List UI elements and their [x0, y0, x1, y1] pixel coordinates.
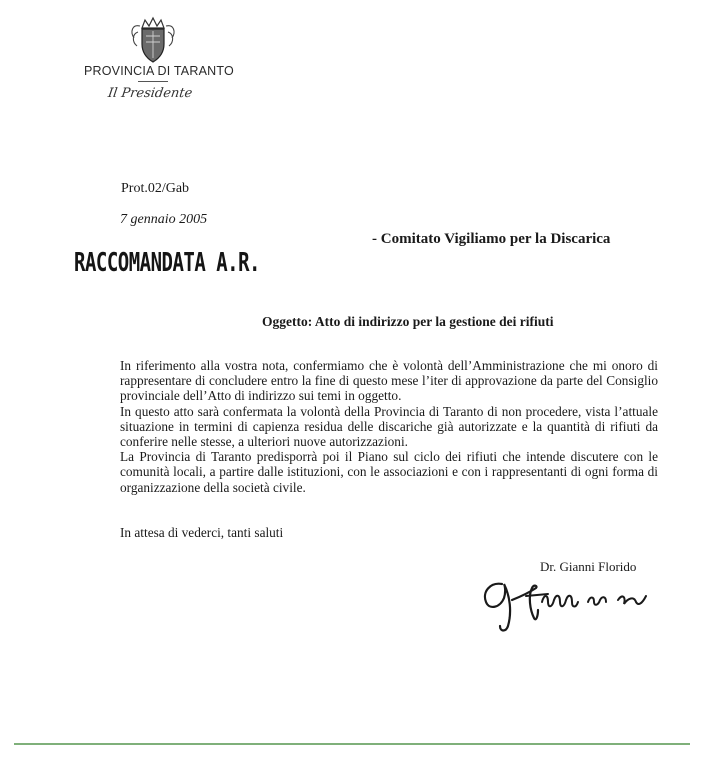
letter-body	[120, 358, 658, 495]
organization-name: PROVINCIA DI TARANTO	[84, 64, 234, 78]
body-paragraph-2: In questo atto sarà confermata la volontà della Provincia di Taranto di non procedere, vista l’attuale situazione in termini di capienza residua delle discariche già autorizzate e la quantità di rifiuti da conferire nelle stesse, a ulteriori nuove autorizzazioni.	[120, 403, 658, 450]
signatory-name: Dr. Gianni Florido	[540, 559, 637, 574]
body-paragraph-3: La Provincia di Taranto predisporrà poi il Piano sul ciclo dei rifiuti che intende discutere con le comunità locali, a partire dalle istituzioni, con le associazioni e con i rappresentanti di ogni forma di organizzazione della società civile.	[120, 449, 658, 495]
recipient-line: - Comitato Vigiliamo per la Discarica	[372, 231, 611, 247]
registered-mail-stamp: RACCOMANDATA A.R.	[74, 248, 260, 278]
bottom-divider	[14, 743, 690, 745]
coat-of-arms-icon	[128, 14, 178, 66]
office-title: Il Presidente	[106, 86, 194, 101]
subject-line: Oggetto: Atto di indirizzo per la gestione dei rifiuti	[262, 314, 554, 329]
letterhead-divider	[138, 81, 168, 82]
body-paragraph-1: In riferimento alla vostra nota, confermiamo che è volontà dell’Amministrazione che mi onoro di rappresentare di concludere entro la fine di questo mese l’iter di approvazione da parte del Consiglio provinciale dell’Atto di indirizzo sui temi in oggetto.	[120, 358, 658, 404]
protocol-number: Prot.02/Gab	[121, 181, 190, 196]
closing-salutation: In attesa di vederci, tanti saluti	[120, 525, 284, 540]
handwritten-signature-icon	[476, 566, 676, 638]
letter-date: 7 gennaio 2005	[120, 212, 208, 227]
